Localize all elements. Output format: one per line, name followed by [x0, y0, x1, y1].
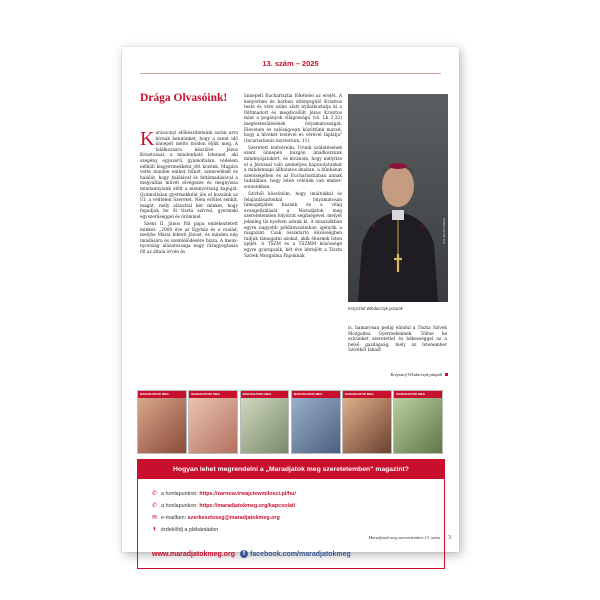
paragraph-text: arácsonyi előkészületeink során arra hívnak bennünket, hogy a szent idő ünnepét méltó módon éljük meg. A találkozásra készülve Jézus Krisztussal, a mindenható Istennel, aki szegény, egyszerű, gyámoltalan, védelem nélküli kisgyermekként jött közénk. Magára vette minden ember bűnét, szenvedését és halálát, hogy halálával és feltámadásával a megváltás művét elvégezze és megnyissa mindannyiunk előtt a mennyország kapuját. Gyámoltalan gyermekként jön el hozzánk az Úr, a védtelen Szeretet. Nem erőltet senkit, magát, mély alázattal kér minket, hogy fogadjuk be őt tiszta szívvel, gyermeki egyszerűséggel és örömmel.: [140, 131, 238, 220]
facebook-link-text: facebook.com/maradjatokmeg: [249, 550, 351, 558]
order-box-title: Hogyan lehet megrendelni a „Maradjatok meg szeretetemben" magazint?: [138, 460, 444, 479]
phone-icon: ✆: [152, 491, 158, 497]
facebook-link[interactable]: [240, 551, 351, 558]
cover-masthead: MARADJATOK MEG: [343, 391, 391, 398]
magazine-covers-strip: [137, 390, 443, 454]
order-option-label: e-mailben:: [161, 515, 188, 521]
paragraph: is, hamarosan pedig elindul a Tiszta Szívek Mozgalma Gyermekeknek. Töltse be szívünket szeretettel és békességgel az a belső gazdagság, mely az Istenember Szívéből fakad!: [348, 326, 447, 354]
order-option-label: a honlapunkon:: [161, 491, 200, 497]
facebook-icon: f: [240, 550, 248, 558]
paragraph: Szent II. János Pál pápa emlékeztetett minket: „2000 éve az Egyház és a család, melybe Mária fekteti Jézust, és minden nép imádására és szemlélődésére bízza. A menynyország alázatossága nagy ráragyogtassa föl az általa örvén és: [140, 222, 238, 255]
magazine-page: [122, 47, 459, 558]
signature-text: Krzysztof Włodarczyk püspök: [390, 372, 442, 377]
order-option-link[interactable]: https://zarnow.trwajciewmilosci.pl/hu/: [199, 491, 296, 497]
cover-image: [189, 398, 237, 453]
magazine-cover[interactable]: [342, 390, 392, 454]
order-option-website-2[interactable]: [152, 500, 434, 512]
end-mark-icon: [445, 373, 448, 376]
bishop-portrait-image: [348, 94, 448, 302]
page-footer: [368, 535, 451, 541]
order-options-list: [152, 488, 434, 536]
order-info-box: [137, 459, 445, 569]
order-option-email[interactable]: [152, 512, 434, 524]
photo-caption: Krzysztof Włodarczyk püspök: [348, 306, 403, 311]
website-link[interactable]: www.maradjatokmeg.org: [152, 550, 235, 558]
magazine-cover[interactable]: [393, 390, 443, 454]
phone-icon: ✆: [152, 503, 158, 509]
order-option-link[interactable]: https://maradjatokmeg.org/kapcsolat/: [199, 503, 296, 509]
header-divider: [140, 73, 441, 74]
order-option-label: érdeklődj a plébániádon: [161, 527, 219, 533]
photo-credit: Fotó: Krzysztof Klimek: [443, 218, 446, 244]
bishop-photo: [348, 94, 448, 302]
footer-magazine-name: Maradjatok meg szeretetemben: [368, 535, 424, 541]
cover-masthead: MARADJATOK MEG: [138, 391, 186, 398]
cover-masthead: MARADJATOK MEG: [241, 391, 289, 398]
order-option-label: a honlapunkon:: [161, 503, 200, 509]
cover-image: [241, 398, 289, 453]
magazine-cover[interactable]: [188, 390, 238, 454]
drop-cap: K: [140, 128, 155, 150]
paragraph: Szívből köszönöm, hogy imáitokkal és felajánlásaitokkal folyamatosan támogatjátok hazánk és a világ evangelizálását a Maradjatok meg szeretetemben folyóirat segítségével, melyet jelenleg tíz nyelven adunk ki. A missziókban egyre nagyobb példányszámban igénylik a magazint. Csak összetartó közösségben tudjuk támogatni azokat, akik éheznek Isten igéjét. A TSZM és a TSZMM közössége egyre gyarapszik, két éve létrejött a Tiszta Szívek Mozgalma Papoknak: [244, 192, 342, 259]
issue-header: 13. szám – 2025: [262, 59, 319, 68]
paragraph: Szeretett testvéreim, Urunk születésének szent ünnepén buzgón imádkozzunk mindnyájatokért, és kívánom, hogy mélyítse el a Jézussal való személyes kapcsolatunkat a mindennapi állhatatos imaban, a bűnbánat szentségében és az Eucharisztiában annak tudatában, hogy Isten véléünk van embersorsunkban.: [244, 145, 342, 190]
magazine-cover[interactable]: [240, 390, 290, 454]
magazine-cover[interactable]: [291, 390, 341, 454]
cover-masthead: MARADJATOK MEG: [394, 391, 442, 398]
paragraph: ünnepelt Eucharisztia föltételei az erejét. A kenyérben és borban átlényegülő Krisztus teste és vére színe alatt nyilatkoztatja ki a föltimadott és megdicsőült Jézus Krisztus mint a pogányok világossága (vö. Lk 2,32) megtestesülésének folyamatosságát. Elevenen és valóságosan közöttünk marad, hogy a híveket testével és vérével táplálja" (Incarnationis mysterium, 11).: [244, 94, 342, 144]
order-option-website-1[interactable]: [152, 488, 434, 500]
cover-image: [394, 398, 442, 453]
footer-issue: 13. szám: [424, 535, 440, 541]
signature: [348, 372, 448, 377]
magazine-cover[interactable]: [137, 390, 187, 454]
cover-masthead: MARADJATOK MEG: [189, 391, 237, 398]
article-column-3: [348, 326, 447, 366]
cover-image: [343, 398, 391, 453]
cross-icon: ✝: [152, 527, 158, 533]
footer-links: [152, 550, 434, 558]
article-column-1: [140, 128, 238, 345]
envelope-icon: ✉: [152, 515, 158, 521]
article-column-2: [244, 94, 342, 366]
cover-masthead: MARADJATOK MEG: [292, 391, 340, 398]
paragraph: [140, 128, 238, 221]
cover-image: [138, 398, 186, 453]
cover-image: [292, 398, 340, 453]
page-number: 3: [448, 535, 451, 541]
article-title: Drága Olvasóink!: [140, 92, 228, 104]
order-option-link[interactable]: szerkesztoseg@maradjatokmeg.org: [187, 515, 280, 521]
